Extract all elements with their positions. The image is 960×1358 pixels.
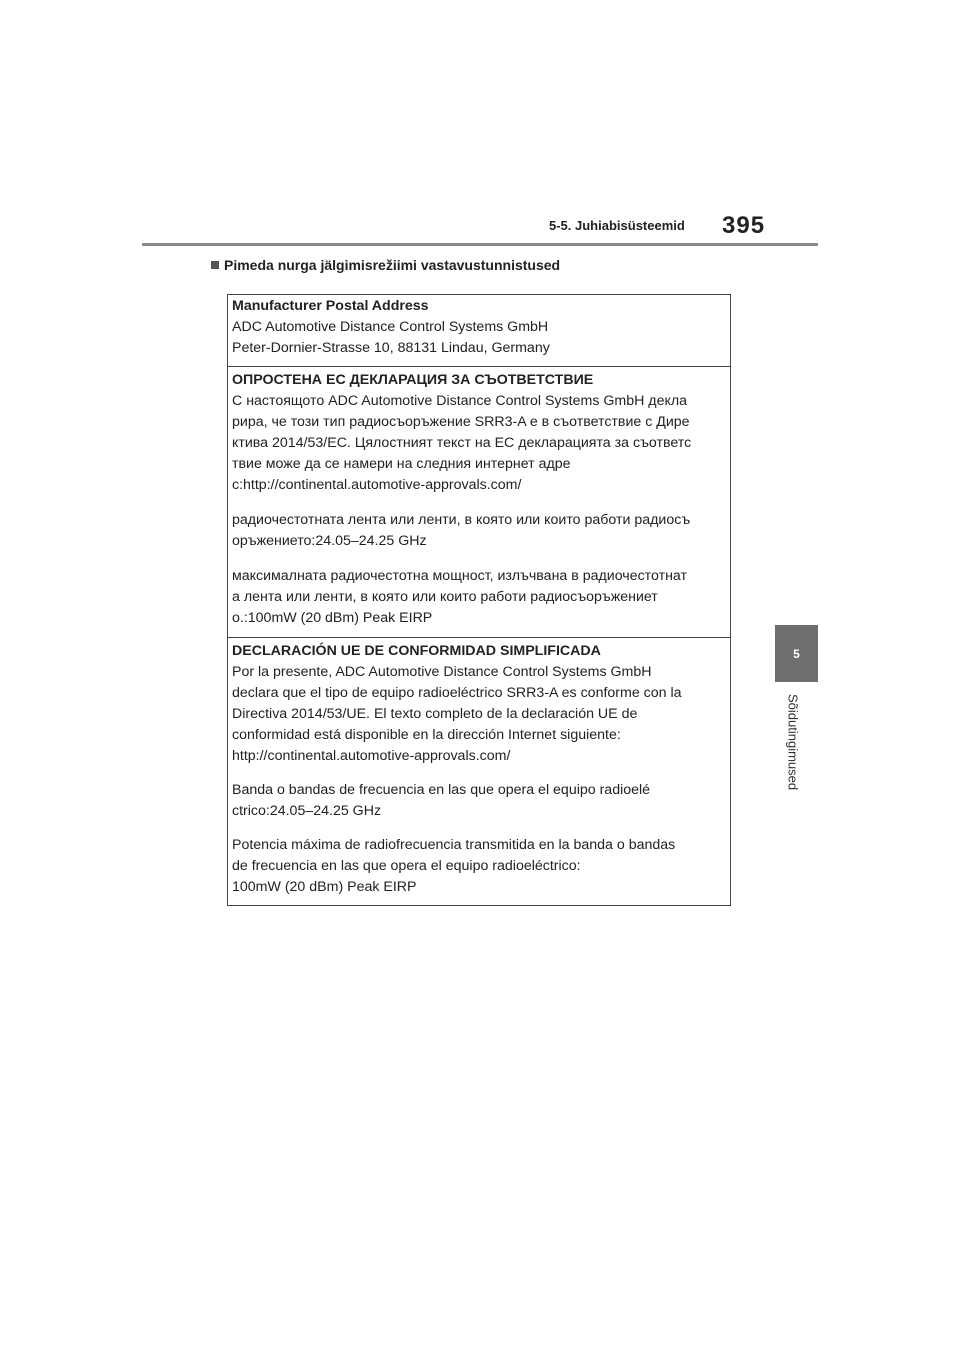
text-line: максималната радиочестотна мощност, излъчвана в радиочестотнат xyxy=(232,568,687,584)
chapter-title: Sõidutingimused xyxy=(785,694,801,791)
text-line: de frecuencia en las que opera el equipo radioeléctrico: xyxy=(232,858,581,874)
text-line: http://continental.automotive-approvals.com/ xyxy=(232,748,511,764)
running-header-section: 5-5. Juhiabisüsteemid xyxy=(549,218,685,233)
square-bullet-icon xyxy=(211,261,219,269)
spanish-declaration-section xyxy=(228,638,730,904)
header-divider xyxy=(142,243,818,246)
text-line: с:http://continental.automotive-approvals.com/ xyxy=(232,477,522,493)
text-line: conformidad está disponible en la dirección Internet siguiente: xyxy=(232,727,621,743)
text-line: Directiva 2014/53/UE. El texto completo de la declaración UE de xyxy=(232,706,638,722)
declaration-box xyxy=(227,294,731,906)
address-line: ADC Automotive Distance Control Systems GmbH xyxy=(232,319,549,335)
manufacturer-address-section xyxy=(228,295,730,367)
page-number: 395 xyxy=(722,212,766,239)
spanish-title: DECLARACIÓN UE DE CONFORMIDAD SIMPLIFICADA xyxy=(232,643,601,659)
text-line: ctrico:24.05–24.25 GHz xyxy=(232,803,382,819)
text-line: радиочестотната лента или ленти, в която или които работи радиосъ xyxy=(232,512,691,528)
section-heading xyxy=(211,257,560,273)
section-heading-text: Pimeda nurga jälgimisrežiimi vastavustunnistused xyxy=(224,257,561,273)
text-line: рира, че този тип радиосъоръжение SRR3-A е в съответствие с Дире xyxy=(232,414,690,430)
text-line: твие може да се намери на следния интернет адре xyxy=(232,456,571,472)
bulgarian-title: ОПРОСТЕНА ЕС ДЕКЛАРАЦИЯ ЗА СЪОТВЕТСТВИЕ xyxy=(232,372,594,388)
chapter-number: 5 xyxy=(793,646,800,661)
text-line: ктива 2014/53/ЕС. Цялостният текст на ЕС декларацията за съответс xyxy=(232,435,692,451)
text-line: оръжението:24.05–24.25 GHz xyxy=(232,533,427,549)
text-line: Por la presente, ADC Automotive Distance Control Systems GmbH xyxy=(232,664,652,680)
text-line: Potencia máxima de radiofrecuencia transmitida en la banda o bandas xyxy=(232,837,676,853)
text-line: С настоящото ADC Automotive Distance Control Systems GmbH декла xyxy=(232,393,687,409)
text-line: 100mW (20 dBm) Peak EIRP xyxy=(232,879,417,895)
text-line: Banda o bandas de frecuencia en las que opera el equipo radioelé xyxy=(232,782,651,798)
text-line: о.:100mW (20 dBm) Peak EIRP xyxy=(232,610,433,626)
chapter-tab xyxy=(775,625,818,682)
text-line: а лента или ленти, в която или които работи радиосъоръжениет xyxy=(232,589,658,605)
address-line: Peter-Dornier-Strasse 10, 88131 Lindau, Germany xyxy=(232,340,550,356)
address-title: Manufacturer Postal Address xyxy=(232,298,429,314)
bulgarian-declaration-section xyxy=(228,367,730,638)
text-line: declara que el tipo de equipo radioeléctrico SRR3-A es conforme con la xyxy=(232,685,682,701)
